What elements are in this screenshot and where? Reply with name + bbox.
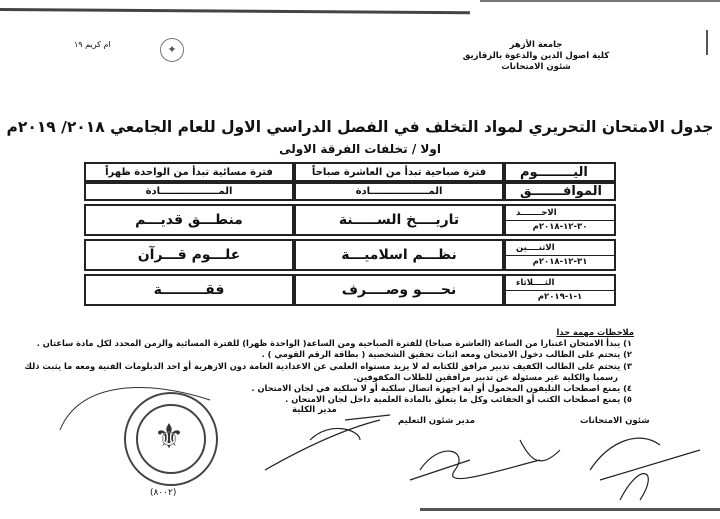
morning-subject-header: المـــــــــــــــــادة [294, 182, 504, 201]
evening-subject: فقـــــــــة [84, 274, 294, 306]
faculty-name: كلية اصول الدين والدعوة بالزقازيق [462, 51, 610, 61]
department-name: شئون الامتحانات [501, 62, 571, 72]
evening-subject-header: المـــــــــــــــــادة [84, 182, 294, 201]
signature-dean-label: مدير الكلية [292, 405, 337, 415]
evening-subject: منطـــق قديـــم [84, 204, 294, 236]
note-item: ٤) يمنع اصطحاب التليفون المحمول أو اية اجهزة اتصال سلكية أو لا سلكية في لجان الامتحان . [251, 383, 632, 394]
official-seal [124, 392, 218, 486]
note-item: ٥) يمنع اصطحاب الكتب أو الحقائب وكل ما يتعلق بالمادة العلمية داخل لجان الامتحان . [285, 394, 632, 405]
handwritten-note: ام كريم ١٩ [74, 40, 111, 49]
signature-education-director-label: مدير شئون التعليم [398, 416, 475, 426]
small-stamp-icon: ✦ [160, 38, 184, 62]
morning-subject: نحــــو وصــــرف [294, 274, 504, 306]
exam-date: ١-١-٢٠١٩م [537, 292, 583, 303]
notes-title: ملاحظات مهمة جدا [556, 327, 634, 337]
eagle-emblem-icon: ⚜ [153, 417, 185, 457]
morning-subject: تاريــــخ الســـــنة [294, 204, 504, 236]
evening-period-header: فترة مسائية تبدأ من الواحدة ظهراً [84, 162, 294, 182]
document-subtitle: اولا / تخلفات الفرقة الاولى [279, 142, 441, 156]
day-name: الاحـــــــد [506, 206, 614, 221]
morning-subject: نظـــم اسلاميـــة [294, 239, 504, 271]
signature-exams-affairs-label: شئون الامتحانات [580, 416, 650, 426]
scan-edge-bottom [420, 508, 720, 511]
seal-number: (٨٠٠٢) [150, 488, 177, 498]
signature-dean [265, 415, 390, 470]
university-name: جامعة الأزهر [509, 40, 563, 50]
document-title: جدول الامتحان التحريري لمواد التخلف في الفصل الدراسي الاول للعام الجامعي ٢٠١٨/ ٢٠١٩م [6, 118, 714, 136]
day-name: الاثنــــين [506, 241, 614, 256]
signature-exams-affairs [590, 438, 700, 500]
evening-subject: علـــوم قـــرآن [84, 239, 294, 271]
note-item: ٣) يتحتم على الطالب الكفيف تدبير مرافق للكتابه له لا يزيد مستواه العلمي عن الاعدادية العامة دون الازهرية أو احد الدبلومات الفنية ومعه ما يثبت ذلك رسميا والكلية غير مسئولة عن تدبير مرافقين للطلاب المكفوفين. [24, 360, 632, 382]
date-header: الموافـــــــق [504, 182, 616, 201]
day-header: اليــــــــوم [504, 162, 616, 182]
exam-date: ٣١-١٢-٢٠١٨م [532, 257, 588, 268]
signature-education-director [410, 440, 560, 480]
exam-date: ٣٠-١٢-٢٠١٨م [532, 222, 588, 233]
note-item: ٢) يتحتم على الطالب دخول الامتحان ومعه اثبات تحقيق الشخصية ( بطاقة الرقم القومي ) . [261, 349, 632, 360]
day-name: الثــــلاثاء [506, 276, 614, 291]
note-item: ١) يبدأ الامتحان اعتبارا من الساعة (العاشرة صباحا) للفترة الصباحية ومن الساعة( الواحدة ظهرا) للفترة المسائية والزمن المحدد لكل مادة ساعتان . [36, 338, 632, 349]
morning-period-header: فترة صباحية تبدأ من العاشرة صباحاً [294, 162, 504, 182]
